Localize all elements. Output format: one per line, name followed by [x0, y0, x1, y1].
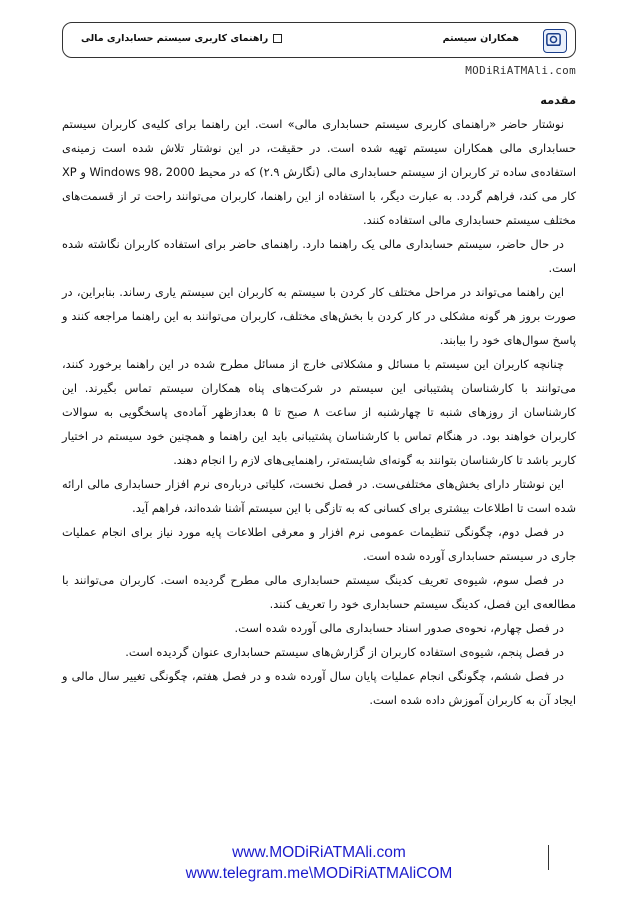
- company-logo-icon: [543, 29, 567, 53]
- document-body: [62, 88, 576, 712]
- paragraph: در فصل ششم، چگونگی انجام عملیات پایان سال آورده شده و در فصل هفتم، چگونگی تغییر سال مالی و ایجاد آن به کاربران آموزش داده شده است.: [62, 669, 576, 707]
- paragraph: نوشتار حاضر «راهنمای کاربری سیستم حسابداری مالی» است. این راهنما برای کلیه‌ی کاربران سیستم حسابداری مالی همکاران سیستم تهیه شده است. در حقیقت، در این نوشتار تلاش شده است زمینه‌ی استفاده‌ی ساده تر کاربران از سیستم حسابداری مالی (نگارش ۲.۹) که در محیط Windows 98، 2000 و XP کار می کند، فراهم گردد. به عبارت دیگر، با استفاده از این راهنما، کاربران می‌توانند راحت تر از قسمت‌های مختلف سیستم حسابداری مالی استفاده کنند.: [62, 117, 577, 227]
- page-header: [62, 22, 576, 58]
- guide-title-text: راهنمای کاربری سیستم حسابداری مالی: [81, 33, 269, 44]
- section-title: مقدمه: [540, 93, 576, 107]
- header-company-name: همکاران سیستم: [442, 33, 519, 44]
- paragraph: در فصل چهارم، نحوه‌ی صدور اسناد حسابداری مالی آورده شده است.: [234, 621, 564, 635]
- paragraph: این نوشتار دارای بخش‌های مختلفی‌ست. در فصل نخست، کلیاتی درباره‌ی نرم افزار حسابداری مالی ارائه شده است تا اطلاعات بیشتری برای کسانی که به تازگی با این سیستم آشنا شده‌اند، فراهم آید.: [62, 477, 576, 515]
- header-guide-title: [81, 33, 282, 44]
- paragraph: این راهنما می‌تواند در مراحل مختلف کار کردن با سیستم به کاربران این سیستم یاری رساند. بنابراین، در صورت بروز هر گونه مشکلی در کار کردن با بخش‌های مختلف، کاربران می‌توانند به این راهنما مراجعه کنند و پاسخ سوال‌های خود را بیابند.: [62, 285, 576, 347]
- paragraph: در فصل دوم، چگونگی تنظیمات عمومی نرم افزار و معرفی اطلاعات پایه مورد نیاز برای انجام عملیات جاری در سیستم حسابداری آورده شده است.: [62, 525, 576, 563]
- paragraph: در حال حاضر، سیستم حسابداری مالی یک راهنما دارد. راهنمای حاضر برای استفاده کاربران نگاشته شده است.: [62, 237, 576, 275]
- page-footer: [0, 842, 638, 884]
- paragraph: در فصل سوم، شیوه‌ی تعریف کدینگ سیستم حسابداری مالی مطرح گردیده است. کاربران می‌توانند با مطالعه‌ی این فصل، کدینگ سیستم حسابداری خود را تعریف کنند.: [62, 573, 576, 611]
- paragraph: چنانچه کاربران این سیستم با مسائل و مشکلاتی خارج از مسائل مطرح شده در این راهنما برخورد کنند، می‌توانند با کارشناسان پشتیبانی این سیستم در شرکت‌های پناه همکاران سیستم تماس بگیرند. این کارشناسان از روزهای شنبه تا چهارشنبه از ساعت ۸ صبح تا ۵ بعدازظهر آماده‌ی پاسخگویی به سوالات کاربران خواهند بود. در هنگام تماس با کارشناسان پشتیبانی باید این راهنما و همچنین خود سیستم در اختیار کاربر باشد تا کارشناسان بتوانند به گونه‌ای شایسته‌تر، راهنمایی‌های لازم را انجام دهند.: [62, 357, 576, 467]
- checkbox-square-icon: [273, 34, 282, 43]
- site-tag: MODiRiATMAli.com: [465, 64, 576, 77]
- website-link[interactable]: www.MODiRiATMAli.com: [232, 844, 406, 861]
- telegram-link[interactable]: www.telegram.me\MODiRiATMAliCOM: [185, 865, 453, 882]
- paragraph: در فصل پنجم، شیوه‌ی استفاده کاربران از گزارش‌های سیستم حسابداری عنوان گردیده است.: [125, 645, 564, 659]
